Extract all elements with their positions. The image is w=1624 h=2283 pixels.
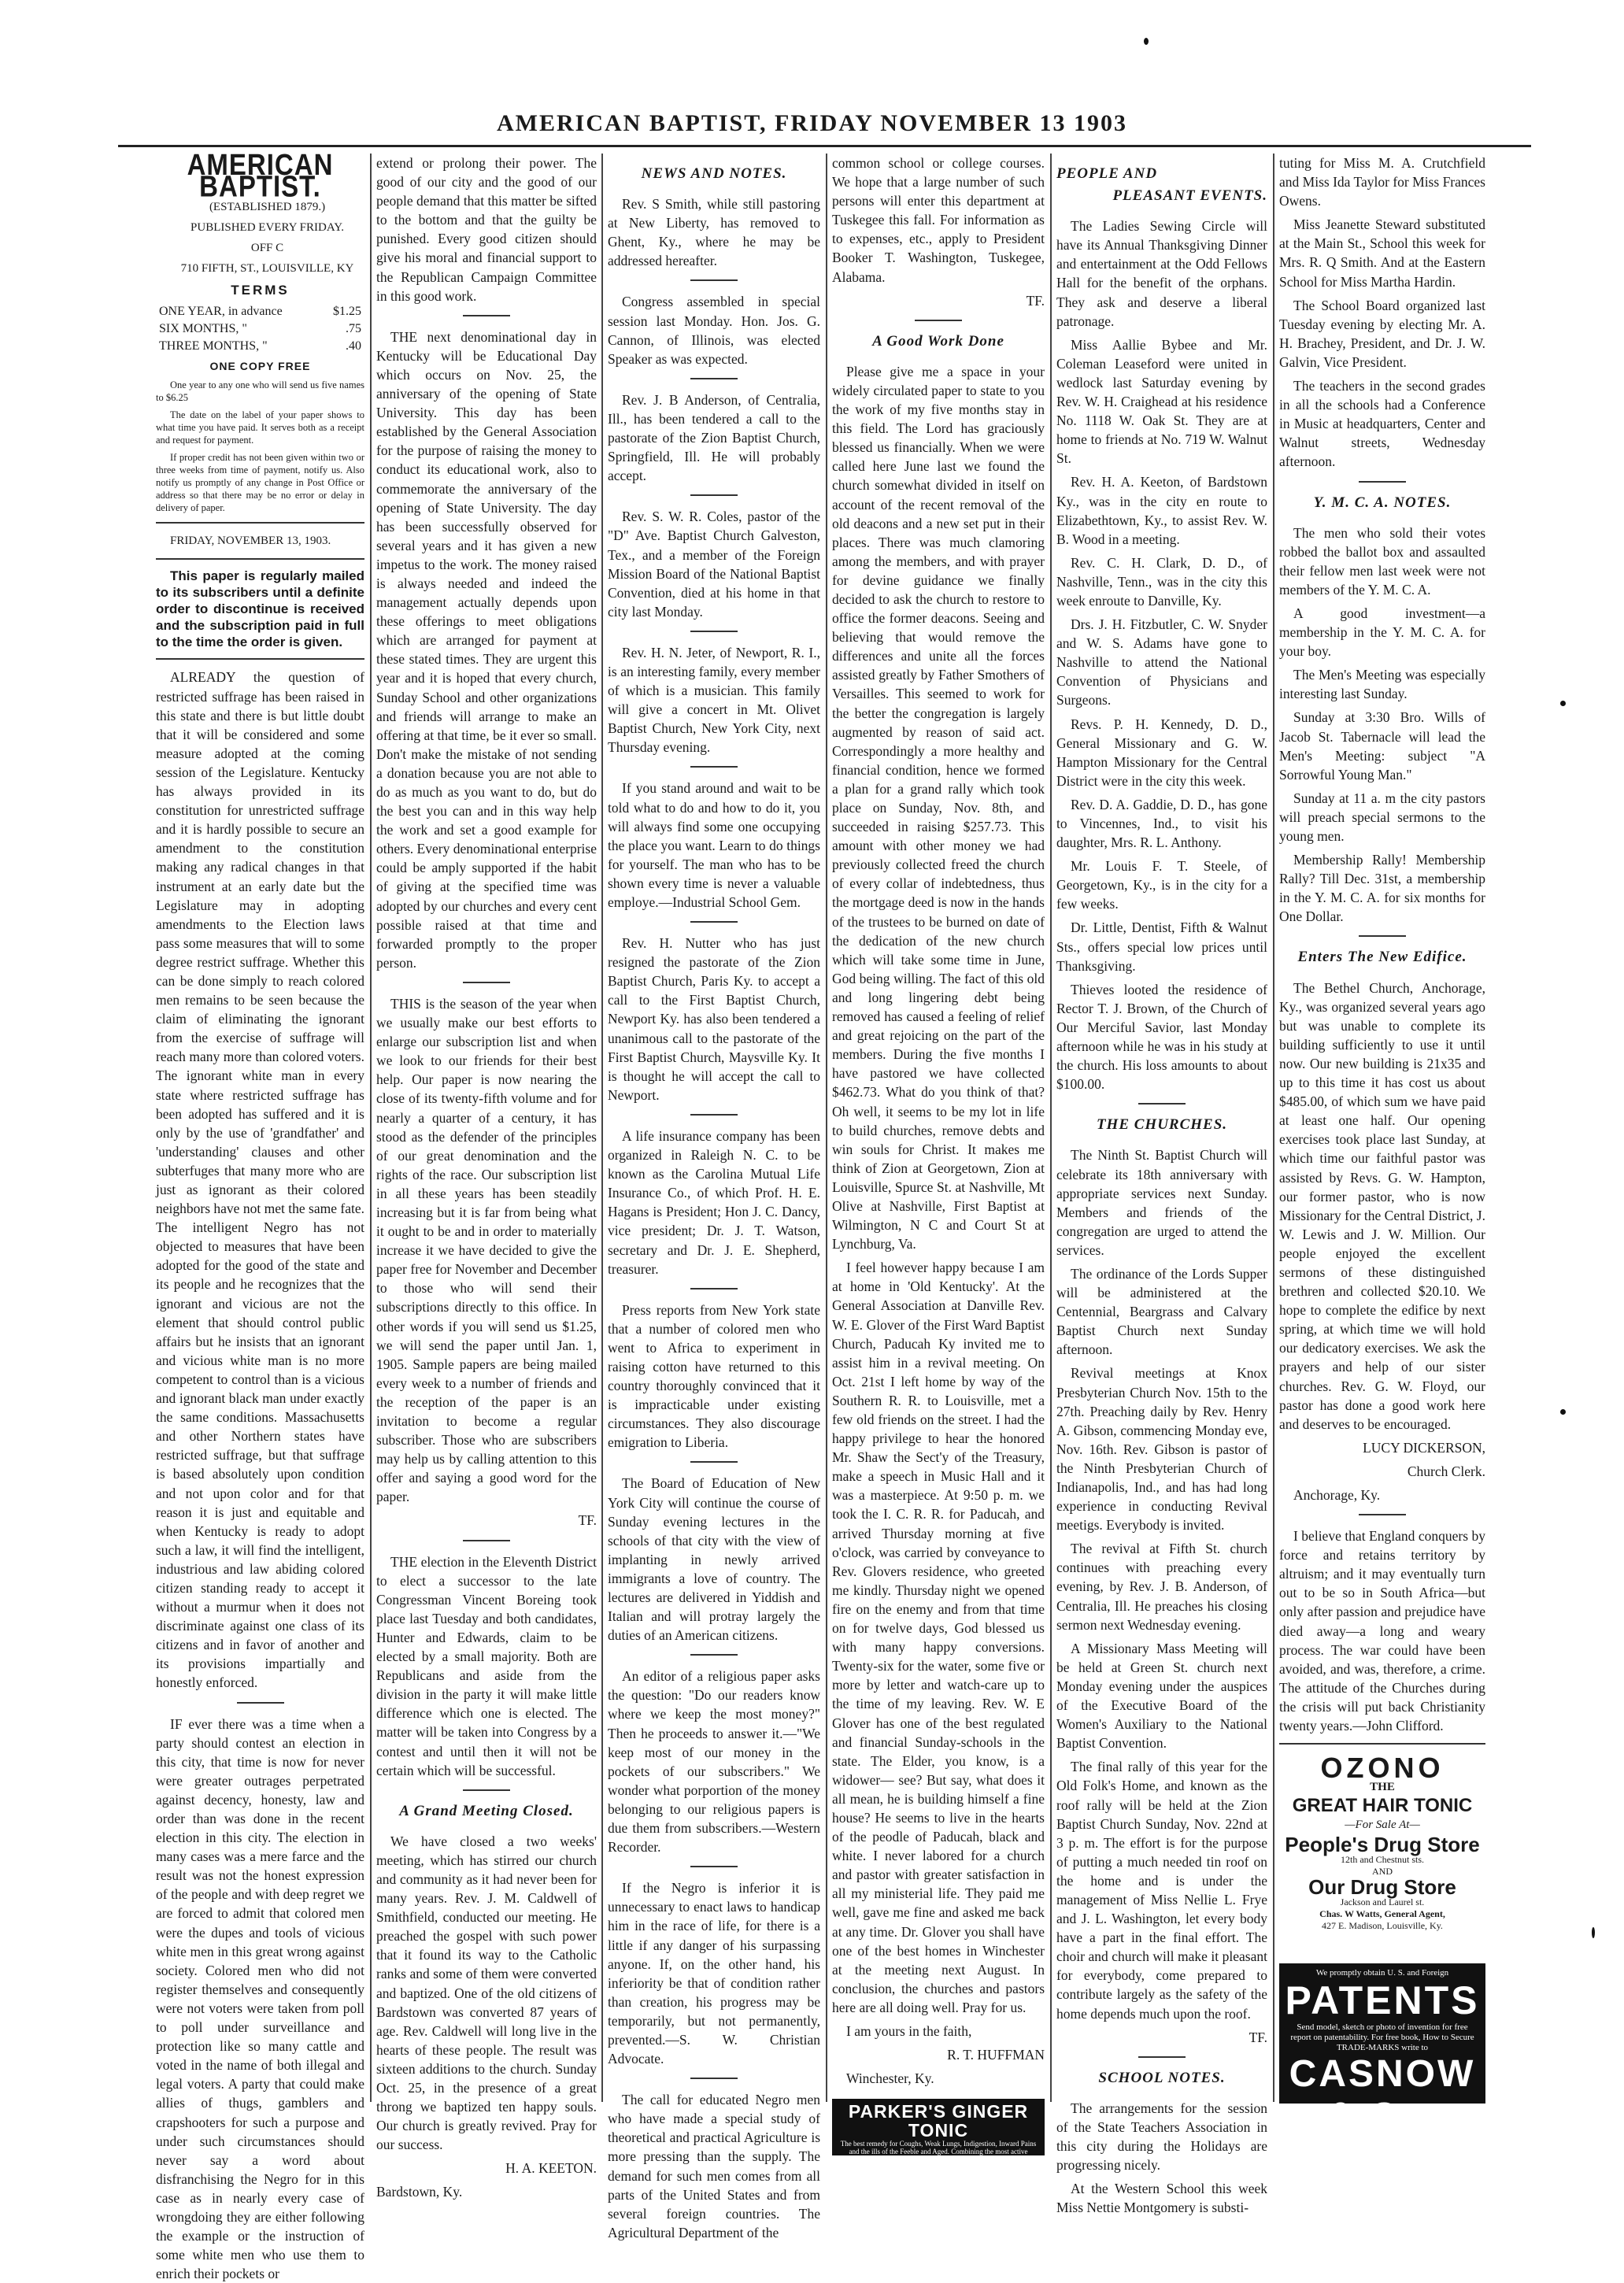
section-heading: PLEASANT EVENTS. xyxy=(1112,187,1267,205)
event-item: Rev. H. A. Keeton, of Bardstown Ky., was in the city en route to Elizabethtown, Ky., to assist Rev. W. B. Wood in a meeting. xyxy=(1056,474,1267,547)
news-item: A life insurance company has been organized in Raleigh N. C. to be known as the Carolina Mutual Life Insurance Co., of which Prof. H. E. Hagans is President; Hon J. C. Dancy, vice president; Dr. J. T. Watson, secretary and Dr. J. E. Shepherd, treasurer. xyxy=(608,1127,820,1277)
section-heading: Y. M. C. A. NOTES. xyxy=(1313,494,1452,511)
ad-text: Our Drug Store xyxy=(1308,1874,1456,1899)
divider xyxy=(915,320,962,321)
church-item: The final rally of this year for the Old Folk's Home, and known as the roof rally will be held at the Zion Baptist Church Sunday, Nov. 22nd at 3 p. m. The effort is for the purpose of putting a much needed tin roof on the home and is under the management of Miss Nellie L. Frye and J. L. Washington, let every body have a part in the final effort. The choir and church will make it pleasant for everybody, come prepared to contribute largely as the safety of the home depends much upon the roof. xyxy=(1056,1759,1267,2022)
school-continued: tuting for Miss M. A. Crutchfield and Miss Ida Taylor for Miss Frances Owens. xyxy=(1279,155,1485,209)
column-rule xyxy=(370,154,372,2102)
signature: TF. xyxy=(1026,292,1045,309)
section-heading: NEWS AND NOTES. xyxy=(641,165,787,182)
divider xyxy=(690,378,738,379)
divider xyxy=(690,279,738,281)
news-item: Rev. H. N. Jeter, of Newport, R. I., is an interesting family, every member of which is a musician. This family will give a concert in Mt. Olivet Baptist Church, New York City, next Thursday evening. xyxy=(608,644,820,756)
ink-speck xyxy=(1560,1409,1566,1415)
signature: LUCY DICKERSON, xyxy=(1363,1439,1485,1456)
signature: R. T. HUFFMAN xyxy=(947,2047,1045,2063)
letter-grand-meeting: We have closed a two weeks' meeting, which has stirred our church and community as it had never been for many years. Rev. J. M. Caldwell of Smithfield, conducted our meeting. He preached the gospel with such power that it found its way to the Catholic ranks and some of them were converted and baptized. One of the old citizens of Bardstown was converted 87 years of age. Rev. Caldwell will long live in the hearts of these people. The result was sixteen additions to the church. Sunday Oct. 25, in the presence of a great throng we baptized ten happy souls. Our church is greatly revived. Pray for our success. xyxy=(376,1833,597,2153)
ad-text: 12th and Chestnut sts. xyxy=(1340,1853,1424,1865)
event-item: Dr. Little, Dentist, Fifth & Walnut Sts., offers special low prices until Thanksgiving. xyxy=(1056,919,1267,974)
news-item: An editor of a religious paper asks the question: "Do our readers know where we keep the most money?" Then he proceeds to answer it.—"We keep most of our money in the pockets of our subscribers." We wonder what porportion of the money belonging to our religious papers is due them from subscribers.—Western Recorder. xyxy=(608,1668,820,1856)
editorial-subscription: THIS is the season of the year when we usually make our best efforts to enlarge our subscription list and when we look to our friends for their best help. Our paper is now nearing the close of its twenty-fifth volume and for nearly a quarter of a century, it has stood as the defender of the principles of our great denomination and the rights of the race. Our subscription list in all these years has been steadily increasing but it is far from being what it ought to be and in order to materially increase it we have decided to give the paper free for November and December to those who will send their subscriptions directly to this office. In other words if you will send us $1.25, we will send the paper until Jan. 1, 1905. Sample papers are being mailed every week to a number of friends and the reception of the paper is an invitation to become a regular subscriber. Those who are subscribers may help us by calling attention to this offer and saying a good word for the paper. xyxy=(376,995,597,1505)
divider xyxy=(690,631,738,632)
divider xyxy=(690,1654,738,1656)
church-item: The ordinance of the Lords Supper will be administered at the Centennial, Beargrass and Calvary Baptist Church next Sunday afternoon. xyxy=(1056,1265,1267,1358)
section-heading: THE CHURCHES. xyxy=(1096,1116,1228,1134)
ad-title: CASNOW & Co. xyxy=(1289,2052,1476,2137)
published-line: PUBLISHED EVERY FRIDAY. xyxy=(191,221,344,235)
church-item: The Ninth St. Baptist Church will celebrate its 18th anniversary with appropriate services next Sunday. Members and friends of the congregation are urged to attend the services. xyxy=(1056,1147,1267,1258)
column-rule xyxy=(1273,154,1274,2102)
ad-text: —For Sale At— xyxy=(1345,1819,1420,1832)
place-line: Bardstown, Ky. xyxy=(376,2184,463,2200)
ad-text: People's Drug Store xyxy=(1285,1832,1480,1856)
divider xyxy=(690,766,738,768)
divider xyxy=(1359,481,1406,483)
divider xyxy=(690,2078,738,2079)
church-item: Revival meetings at Knox Presbyterian Church Nov. 15th to the 27th. Preaching daily by Rev. Henry A. Gibson, commencing Monday eve, Nov. 16th. Rev. Gibson is pastor of the Ninth Presbyterian Church of Indianapolis, Ind., and has had long experience in conducting Revival meetigs. Everybody is invited. xyxy=(1056,1365,1267,1534)
news-item: The Board of Education of New York City will continue the course of Sunday evening lectures in the schools of that city with the view of implanting in newly arrived immigrants a love of country. The lectures are delivered in Yiddish and Italian and will protray largely the duties of an American citizens. xyxy=(608,1475,820,1644)
letter-good-work: Please give me a space in your widely circulated paper to state to you the work of my five months stay in this field. The Lord has graciously blessed us financially. When we were called here June last we found the church somewhat divided in itself on account of the recent removal of the old deacons and a new set put in their places. There was much clamoring among the members, and with prayer for devine guidance we finally decided to ask the church to restore to office the former deacons. Seeing and believing that would remove the differences and unite all the forces assisted greatly by Father Smothers of Versailles. This seemed to work for the better the congregation is largely augmented by reason of said act. Correspondingly a more healthy and financial condition, hence we formed a plan for a grand rally which took place on Sunday, Nov. 8th, and succeeded in raising $257.73. This amount with other money we had previously collected freed the church of every collar of indebtedness, thus the mortgage deed is now in the hands of the trustees to be burned on date of the dedication of the new church which will take some time in June, God being willing. The fact of this old and long lingering debt being removed has caused a feeling of relief and great rejoicing on the part of the members. During the five months I have pastored we have collected $462.73. What do you think of that? Oh well, it seems to be my lot in life to build churches, remove debts and win souls for Christ. It makes me think of Zion at Georgetown, Zion at Louisville, Spurce St. at Nashville, Mt Olive at Nashville, First Baptist at Wilmington, N C and Court St at Lynchburg, Va. xyxy=(832,363,1045,1253)
price-row: THREE MONTHS, " .40 xyxy=(159,339,361,353)
ad-title: PATENTS xyxy=(1285,1978,1480,2022)
section-heading: SCHOOL NOTES. xyxy=(1098,2069,1226,2086)
ymca-item: Membership Rally! Membership Rally? Till Dec. 31st, a membership in the Y. M. C. A. for six months for One Dollar. xyxy=(1279,852,1485,925)
closing-line: I am yours in the faith, xyxy=(846,2023,972,2039)
masthead-title: AMERICAN BAPTIST. xyxy=(187,147,334,203)
divider xyxy=(463,1540,510,1541)
signature: H. A. KEETON. xyxy=(505,2160,597,2177)
editorial-continued: extend or prolong their power. The good of our city and the good of our people demand that this matter be sifted to the bottom and that the guilty be punished. Every good citizen should give his moral and financial support to the Republican Campaign Committee in this good work. xyxy=(376,155,597,304)
school-item: The teachers in the second grades in all the schools had a Conference in Music at headquarters, Center and Walnut streets, Wednesday afternoon. xyxy=(1279,378,1485,470)
ad-text: GREAT HAIR TONIC xyxy=(1292,1795,1473,1817)
column-rule xyxy=(1050,154,1052,2102)
divider xyxy=(156,658,364,660)
free-note: One year to any one who will send us five names to $6.25 xyxy=(156,379,364,404)
signature: TF. xyxy=(1249,2029,1267,2045)
event-item: Rev. C. H. Clark, D. D., of Nashville, Tenn., was in the city this week enroute to Danville, Ky. xyxy=(1056,554,1267,609)
section-heading: PEOPLE AND xyxy=(1056,165,1158,182)
ad-parkers-ginger-tonic xyxy=(832,2099,1045,2172)
ad-text: AND xyxy=(1372,1865,1393,1877)
news-item: Rev. J. B Anderson, of Centralia, Ill., has been tendered a call to the pastorate of the Zion Baptist Church, Springfield, Ill. He will probably accept. xyxy=(608,391,820,484)
ad-text: Chas. W Watts, General Agent, xyxy=(1319,1907,1445,1919)
column-rule xyxy=(826,154,827,2102)
ink-speck xyxy=(1592,1927,1595,1938)
divider xyxy=(1359,1514,1406,1515)
running-head: AMERICAN BAPTIST, FRIDAY NOVEMBER 13 1903 xyxy=(497,110,1127,136)
ad-text: Send model, sketch or photo of invention for free report on patentability. For free book, How to Secure TRADE-MARKS write to xyxy=(1290,2022,1474,2052)
signature: TF. xyxy=(578,1512,597,1529)
divider xyxy=(156,522,364,524)
divider xyxy=(1138,1103,1186,1104)
column-4 xyxy=(832,154,1045,2172)
letter-new-edifice: The Bethel Church, Anchorage, Ky., was organized several years ago but was unable to complete its building sufficiently to use it until now. Our new building is 21x35 and up to this time it has cost us about $485.00, of which sum we have paid at least one half. Our opening exercises took place last Sunday, at which time our faithful pastor was assisted by Revs. G. W. Hampton, our former pastor, who is now Missionary for the Central District, J. W. Lewis and J. W. Million. Our people enjoyed the excellent sermons of these distinguished brethren and collected $20.10. We hope to complete the edifice by next spring, at which time we will hold our dedicatory exercises. We ask the prayers and help of our sister churches. Rev. G. W. Floyd, our pastor has done a good work here and deserves to be encouraged. xyxy=(1279,979,1485,1432)
divider xyxy=(156,558,364,560)
place-line: Winchester, Ky. xyxy=(846,2070,934,2087)
news-item: Congress assembled in special session last Monday. Hon. Jos. G. Cannon, of Illinois, was elected Speaker as was expected. xyxy=(608,294,820,367)
section-heading: A Good Work Done xyxy=(872,332,1004,350)
news-item: Rev. S. W. R. Coles, pastor of the "D" Ave. Baptist Church Galveston, Tex., and a member of the Foreign Mission Board of the National Baptist Convention, died at his home in that city last Monday. xyxy=(608,509,820,620)
news-item: The call for educated Negro men who have made a special study of theoretical and practical Agriculture is more pressing than the supply. The demand for such men comes from all parts of the United States and from several foreign countries. The Agricultural Department of the xyxy=(608,2092,820,2240)
divider xyxy=(463,1789,510,1791)
column-rule xyxy=(601,154,603,2102)
credit-note: If proper credit has not been given within two or three weeks from time of payment, notify us. Also notify us promptly of any change in Post Office or address so that there may be no error or delay in delivery of paper. xyxy=(156,452,364,514)
event-item: Miss Aallie Bybee and Mr. Coleman Leaseford were united in wedlock last Saturday evening by Rev. W. H. Craighead at his residence No. 1118 W. Oak St. They are at home to friends at No. 719 W. Walnut St. xyxy=(1056,336,1267,467)
divider xyxy=(463,982,510,983)
ymca-item: Sunday at 11 a. m the city pastors will preach special sermons to the young men. xyxy=(1279,790,1485,844)
divider xyxy=(463,315,510,316)
school-item: At the Western School this week Miss Nettie Montgomery is substi- xyxy=(1056,2181,1267,2216)
editorial-educational-day: THE next denominational day in Kentucky will be Educational Day which occurs on Nov. 25, the anniversary of the opening of State University. This day has been established by the General Association for the purpose of raising the money to conduct its educational work, also to commemorate the anniversary of the opening of State University. The day has been successfully observed for several years and it has given a new impetus to the work. The money raised is always needed and indeed the management actually depends upon these offerings to meet obligations which are arranged for payment at these stated times. They are urgent this year and it is hoped that every church, Sunday School and other organizations and friends will arrange to make an offering at that time, be it ever so small. Don't make the mistake of not sending a donation because you are not able to do as much as you want to do, but do the best you can and in this way help the work and set a good example for others. Every denominational enterprise could be amply supported if the habit of giving at the specified time was adopted by our churches and every cent possible raised at that time and forwarded promptly to the proper person. xyxy=(376,328,597,971)
established: (ESTABLISHED 1879.) xyxy=(209,201,326,214)
event-item: Revs. P. H. Kennedy, D. D., General Missionary and G. W. Hampton Missionary for the Central District were in the city this week. xyxy=(1056,716,1267,789)
divider xyxy=(690,1461,738,1463)
school-item: The arrangements for the session of the State Teachers Association in this city during the Holidays are progressing nicely. xyxy=(1056,2100,1267,2174)
terms-label: TERMS xyxy=(231,283,290,298)
news-continued: common school or college courses. We hope that a large number of such persons will enter this department at Tuskegee this fall. For information as to expenses, etc., apply to President Booker T. Washington, Tuskegee, Alabama. xyxy=(832,155,1045,285)
divider xyxy=(1279,1743,1485,1745)
church-item: A Missionary Mass Meeting will be held at Green St. church next Monday evening under the auspices of the Executive Board of the Women's Auxiliary to the National Baptist Convention. xyxy=(1056,1640,1267,1752)
event-item: Mr. Louis F. T. Steele, of Georgetown, Ky., is in the city for a few weeks. xyxy=(1056,858,1267,912)
column-6 xyxy=(1279,154,1485,2172)
news-item: If you stand around and wait to be told what to do and how to do it, you will always find some one occupying the place you want. Learn to do things for yourself. The man who has to be shown every time is never a valuable employe.—Industrial School Gem. xyxy=(608,780,820,910)
event-item: Rev. D. A. Gaddie, D. D., has gone to Vincennes, Ind., to visit his daughter, Mrs. R. L. Anthony. xyxy=(1056,796,1267,851)
ad-title: PARKER'S GINGER TONIC xyxy=(848,2101,1029,2141)
news-item: Rev. H. Nutter who has just resigned the pastorate of the Zion Baptist Church, Paris Ky. to accept a call to the First Baptist Church, Newport Ky. has also been tendered a unanimous call to the pastorate of the First Baptist Church, Maysville Ky. It is thought he will accept the call to Newport. xyxy=(608,935,820,1103)
news-item: If the Negro is inferior it is unnecessary to enact laws to handicap him in the race of life, for there is a little if any danger of his surpassing anyone. If, on the other hand, his inferiority be that of condition rather than creation, his progress may be temporarily, but not permanently, prevented.—S. W. Christian Advocate. xyxy=(608,1880,820,2067)
section-heading: A Grand Meeting Closed. xyxy=(399,1802,574,1819)
divider xyxy=(690,1114,738,1116)
ad-text: 427 E. Madison, Louisville, Ky. xyxy=(1322,1919,1443,1931)
mailing-notice: This paper is regularly mailed to its subscribers until a definite order to discontinue is received and the subscription paid in full to the time the order is given. xyxy=(156,568,364,650)
ymca-item: Sunday at 3:30 Bro. Wills of Jacob St. Tabernacle will lead the Men's Meeting: subject "A Sorrowful Young Man." xyxy=(1279,709,1485,783)
divider xyxy=(690,921,738,923)
ad-text: OPPOSITE U. S. PATENT OFFICE WASHINGTON D.C. xyxy=(1281,2141,1484,2172)
divider xyxy=(237,1702,284,1704)
event-item: Drs. J. H. Fitzbutler, C. W. Snyder and W. S. Adams have gone to Nashville to attend the National Convention of Physicians and Surgeons. xyxy=(1056,616,1267,709)
event-item: The Ladies Sewing Circle will have its Annual Thanksgiving Dinner and entertainment at the Odd Fellows Hall for the benefit of the orphans. They ask and deserve a liberal patronage. xyxy=(1056,218,1267,329)
divider xyxy=(690,1866,738,1867)
section-heading: Enters The New Edifice. xyxy=(1297,949,1467,966)
church-item: The revival at Fifth St. church continues with preaching every evening, by Rev. J. B. Anderson, of Centralia, Ill. He preaches his closing sermon next Wednesday evening. xyxy=(1056,1541,1267,1633)
ymca-item: The Men's Meeting was especially interesting last Sunday. xyxy=(1279,667,1485,702)
divider xyxy=(1138,2056,1186,2058)
column-3 xyxy=(608,154,820,2240)
place-line: Anchorage, Ky. xyxy=(1293,1487,1381,1503)
office-line: OFF C xyxy=(250,242,284,255)
label-note: The date on the label of your paper shows to what time you have paid. It serves both as a receipt and request for payment. xyxy=(156,409,364,446)
price-row: SIX MONTHS, " .75 xyxy=(159,322,361,336)
address-line: 710 FIFTH, ST., LOUISVILLE, KY xyxy=(180,262,354,276)
ad-patents xyxy=(1279,1963,1485,2172)
editorial-suffrage: ALREADY the question of restricted suffrage has been raised in this state and there is but little doubt that it will be considered and some measure adopted at the coming session of the Legislature. Kentucky has always provided in its constitution for unrestricted suffrage and it is hardly possible to secure an amendment to the constitution making any radical changes in that instrument at an early date but the Legislature may in adopting amendments to the Election laws pass some measures that will to some degree restrict suffrage. Whether this can be done simply to reach colored men remains to be seen because the claim of eliminating the ignorant from the exercise of suffrage will reach many more than colored voters. The ignorant white man in every state where restricted suffrage has been adopted has suffered and it is only by the use of 'grandfather' and 'understanding' clauses and other subterfuges that many more who are just as ignorant as their colored neighbors have not met the same fate. The intelligent Negro has not objected to measures that have been adopted for the good of the state and its people and he recognizes that the ignorant and vicious are not the element that should control public affairs but he insists that an ignorant and vicious white man is no more competent to control than is a vicious and ignorant black man under exactly the same conditions. Massachusetts and other Northern states have restricted suffrage, but that suffrage is based absolutely upon condition and not upon color and for that reason it is just and equitable and when Kentucky is ready to adopt such a law, it will find the intelligent, industrious and law abiding colored citizen standing ready to accept it without a murmur when it does not discriminate against one class of its citizens and in favor of another and its provisions impartially and honestly enforced. xyxy=(156,669,364,1691)
signature: Church Clerk. xyxy=(1407,1463,1485,1479)
divider xyxy=(690,1288,738,1290)
price-row: ONE YEAR, in advance $1.25 xyxy=(159,305,361,319)
quote-clifford: I believe that England conquers by force and retains territory by altruism; and it may eventually turn out to be so in South Africa—but only after passion and prejudice have died away—a long and weary process. The war could have been avoided, and was, therefore, a crime. The attitude of the Churches during the crisis will put back Christianity twenty years.—John Clifford. xyxy=(1279,1528,1485,1734)
free-copy: ONE COPY FREE xyxy=(209,360,311,373)
ymca-item: The men who sold their votes robbed the ballot box and assaulted their fellow men last week were not members of the Y. M. C. A. xyxy=(1279,524,1485,598)
ad-title: OZONO xyxy=(1320,1752,1445,1785)
editorial-eleventh-district: THE election in the Eleventh District to elect a successor to the late Congressman Vincent Boreing took place last Tuesday and both candidates, Hunter and Edwards, claim to be elected by a small majority. Both are Republicans and aside from the division in the party it will make little difference which one is elected. The matter will be taken into Congress by a contest and until then it will not be certain which will be successful. xyxy=(376,1553,597,1778)
ink-speck xyxy=(1560,701,1566,706)
column-1 xyxy=(156,147,364,2282)
divider xyxy=(1359,935,1406,937)
letter-good-work-continued: I feel however happy because I am at home in 'Old Kentucky'. At the General Association at Danville Rev. W. E. Glover of the First Ward Baptist Church, Paducah Ky invited me to assist him in a revival meeting. On Oct. 21st I left home by way of the Southern R. R. to Louisville, met a few old friends on the street. I had the happy privilege to hear the honored Mr. Shaw the Sect'y of the Treasury, make a speech in Music Hall and it was a masterpiece. At 9:50 p. m. we took the I. C. R. R. for Paducah, and arrived Thursday morning at five o'clock, was carried by conveyance to Rev. Glovers residence, who greeted me kindly. Thursday night we opened fire on the enemy and from that time on for twelve days, God blessed us with many happy conversions. Twenty-six for the water, some five or more by letter and watch-care up to the time of my leaving. Rev. W. E Glover has one of the best regulated and financial Sunday-schools in the state. The Elder, you know, is a widower— see? But say, what does it all mean, he is building himself a fine house? He seems to live in the hearts of the peodle of Paducah, black and white. I never labored for a church and pastor with greater satisfaction in all my ministerial life. They paid me well, gave me fine and asked me back at any time. Dr. Glover you shall have one of the best homes in Winchester at the meeting next August. In conclusion, the churches and pastors here are all doing well. Pray for us. xyxy=(832,1260,1045,2015)
divider xyxy=(690,494,738,496)
school-item: Miss Jeanette Steward substituted at the Main St., School this week for Mrs. R. Q Smith. And at the Eastern School for Miss Martha Hardin. xyxy=(1279,216,1485,290)
ink-speck xyxy=(1144,38,1149,45)
column-5 xyxy=(1056,154,1267,2216)
ad-text: The best remedy for Coughs, Weak Lungs, Indigestion, Inward Pains and the ills of the Feeble and Aged. Combining the most active medicines with Ginger, it exerts a curative power over disease unknown to other remedies. xyxy=(840,2140,1037,2172)
ad-text: Jackson and Laurel st. xyxy=(1340,1896,1425,1907)
event-item: Thieves looted the residence of Rector T. J. Brown, of the Church of Our Merciful Savior, last Monday afternoon while he was in his study at the church. His loss amounts to about $100.00. xyxy=(1056,981,1267,1093)
editorial-election: IF ever there was a time when a party should contest an election in this city, that time is now for never were greater outrages perpetrated against decency, honesty, law and order than was done in the recent election in this city. The election in many cases was a mere farce and the result was not the honest expression of the people and with deep regret we are forced to admit that colored men were the dupes and tools of vicious white men in this great wrong against society. Colored men who did not register themselves and consequently were not voters were taken from poll to poll under surveillance and protection like so many cattle and voted in the name of both illegal and legal voters. A party that could make allies of thugs, gamblers and crapshooters for such a purpose and under such circumstances should never say a word about disfranchising the Negro for in this case as in nearly every case of wrongdoing they are either following the example or the instruction of some white men who use them to enrich their pockets or xyxy=(156,1715,364,2282)
dateline: FRIDAY, NOVEMBER 13, 1903. xyxy=(170,535,331,548)
ymca-item: A good investment—a membership in the Y. M. C. A. for your boy. xyxy=(1279,605,1485,660)
school-item: The School Board organized last Tuesday evening by electing Mr. A. H. Brachey, President, and Dr. J. W. Galvin, Vice President. xyxy=(1279,297,1485,370)
ad-text: We promptly obtain U. S. and Foreign xyxy=(1315,1967,1449,1978)
news-item: Press reports from New York state that a number of colored men who went to Africa to experiment in raising cotton have returned to this country thoroughly convinced that it is impracticable under existing circumstances. They also discourage emigration to Liberia. xyxy=(608,1301,820,1451)
news-item: Rev. S Smith, while still pastoring at New Liberty, has removed to Ghent, Ky., where he may be addressed hereafter. xyxy=(608,196,820,269)
ad-text: THE xyxy=(1370,1781,1395,1794)
column-2 xyxy=(376,154,597,2200)
ad-ozono xyxy=(1279,1752,1485,1932)
